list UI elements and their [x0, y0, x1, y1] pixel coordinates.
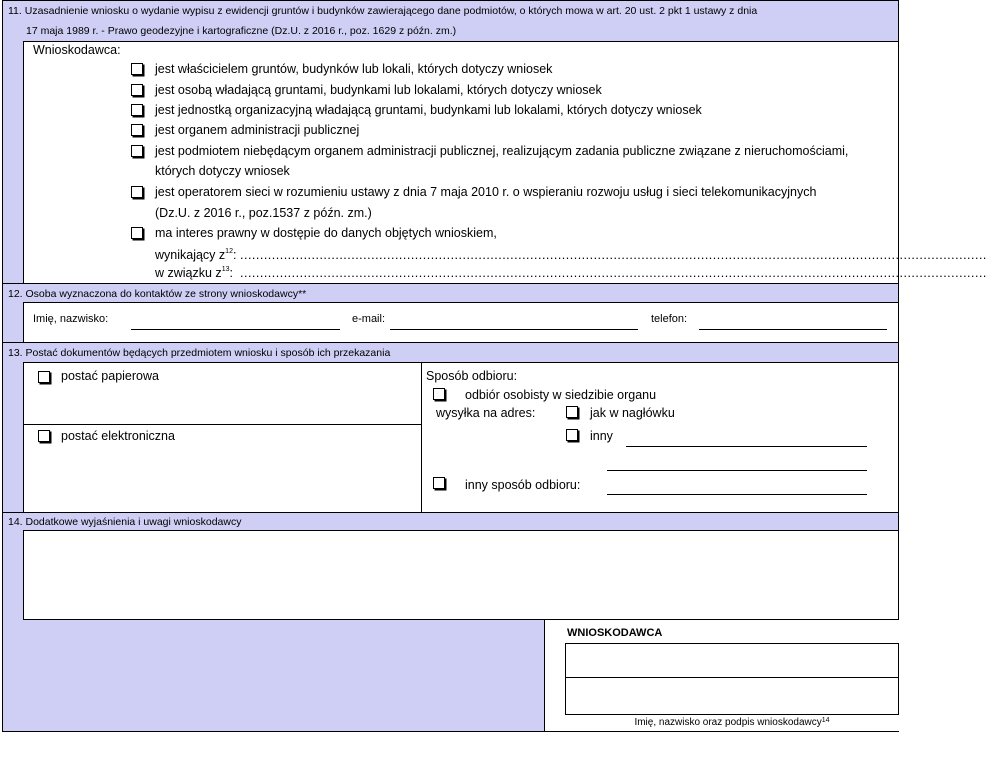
option-public-tasks-label-cont: których dotyczy wniosek [155, 164, 290, 178]
option-org-unit-checkbox[interactable] [131, 104, 143, 116]
option-owner-checkbox[interactable] [131, 63, 143, 75]
as-header-checkbox[interactable] [566, 406, 578, 418]
remarks-field[interactable] [23, 530, 899, 620]
personal-pickup-label: odbiór osobisty w siedzibie organu [465, 388, 657, 402]
section-14-header: 14. Dodatkowe wyjaśnienia i uwagi wnioskodawcy [8, 516, 242, 528]
section-13-header: 13. Postać dokumentów będących przedmiotem wniosku i sposób ich przekazania [8, 347, 391, 359]
option-network-operator-label: jest operatorem sieci w rozumieniu ustawy z dnia 7 maja 2010 r. o wspieraniu rozwoju usług i sieci telekomunikacyjnych [155, 185, 817, 199]
signature-box[interactable] [565, 643, 899, 715]
applicant-label: Wnioskodawca: [33, 43, 121, 57]
other-method-field[interactable] [607, 494, 867, 495]
in-connection-label: w związku z [155, 266, 222, 280]
resulting-from-footnote: 12 [225, 248, 233, 255]
option-public-tasks-label: jest podmiotem niebędącym organem administracji publicznej, realizującym zadania publiczne związane z nieruchomościami, [155, 144, 849, 158]
option-owner-label: jest właścicielem gruntów, budynków lub lokali, których dotyczy wniosek [155, 62, 553, 76]
option-org-unit-label: jest jednostką organizacyjną władającą gruntami, budynkami lub lokalami, których dotyczy wniosek [155, 103, 702, 117]
resulting-from-field[interactable]: ............................................................................................................................................................................................ [240, 248, 987, 262]
option-public-admin-checkbox[interactable] [131, 124, 143, 136]
resulting-from-label: wynikający z [155, 248, 226, 262]
contact-email-field[interactable] [390, 329, 638, 330]
signature-caption: Imię, nazwisko oraz podpis wnioskodawcy [634, 717, 822, 728]
option-public-tasks-checkbox[interactable] [131, 145, 143, 157]
in-connection-row [155, 266, 233, 281]
section-11-header-line2: 17 maja 1989 r. - Prawo geodezyjne i kartograficzne (Dz.U. z 2016 r., poz. 1629 z późn. zm.) [26, 25, 457, 37]
in-connection-footnote: 13 [221, 266, 230, 273]
option-network-operator-label-cont: (Dz.U. z 2016 r., poz.1537 z późn. zm.) [155, 206, 372, 220]
contact-phone-label: telefon: [651, 313, 688, 325]
in-connection-colon: : [229, 266, 233, 280]
ship-to-label: wysyłka na adres: [436, 406, 536, 420]
other-method-checkbox[interactable] [433, 477, 445, 489]
paper-form-label: postać papierowa [61, 369, 159, 383]
resulting-from-colon: : [232, 248, 237, 262]
other-address-label: inny [590, 429, 613, 443]
contact-name-label: Imię, nazwisko: [33, 313, 109, 325]
contact-email-label: e-mail: [352, 313, 386, 325]
as-header-label: jak w nagłówku [590, 406, 675, 420]
signature-title: WNIOSKODAWCA [567, 627, 663, 639]
other-address-checkbox[interactable] [566, 429, 578, 441]
in-connection-field[interactable]: ............................................................................................................................................................................................ [240, 266, 987, 280]
contact-phone-field[interactable] [699, 329, 887, 330]
signature-box-divider [565, 677, 899, 678]
section-12-header: 12. Osoba wyznaczona do kontaktów ze strony wnioskodawcy** [8, 288, 307, 300]
option-network-operator-checkbox[interactable] [131, 186, 143, 198]
pickup-method-label: Sposób odbioru: [426, 369, 518, 383]
electronic-form-label: postać elektroniczna [61, 429, 175, 443]
paper-form-checkbox[interactable] [38, 371, 50, 383]
option-legal-interest-label: ma interes prawny w dostępie do danych objętych wnioskiem, [155, 226, 497, 240]
section-12-body [23, 302, 899, 342]
contact-name-field[interactable] [131, 329, 340, 330]
option-legal-interest-checkbox[interactable] [131, 227, 143, 239]
option-public-admin-label: jest organem administracji publicznej [155, 123, 360, 137]
personal-pickup-checkbox[interactable] [433, 388, 445, 400]
electronic-form-checkbox[interactable] [38, 430, 50, 442]
section-13-divider [421, 362, 422, 512]
other-method-label: inny sposób odbioru: [465, 478, 581, 492]
resulting-from-row [155, 248, 236, 263]
section-13-split [23, 424, 421, 425]
signature-caption-row [565, 717, 899, 729]
option-possessor-label: jest osobą władającą gruntami, budynkami lub lokalami, których dotyczy wniosek [155, 83, 602, 97]
signature-caption-footnote: 14 [821, 717, 830, 724]
other-address-field-2[interactable] [607, 470, 867, 471]
section-11-body [23, 41, 987, 283]
other-address-field-1[interactable] [626, 446, 867, 447]
section-11-header-line1: 11. Uzasadnienie wniosku o wydanie wypisu z ewidencji gruntów i budynków zawierającego dane podmiotów, o których mowa w art. 20 ust. 2 pkt 1 ustawy z dnia [8, 5, 758, 17]
option-possessor-checkbox[interactable] [131, 84, 143, 96]
